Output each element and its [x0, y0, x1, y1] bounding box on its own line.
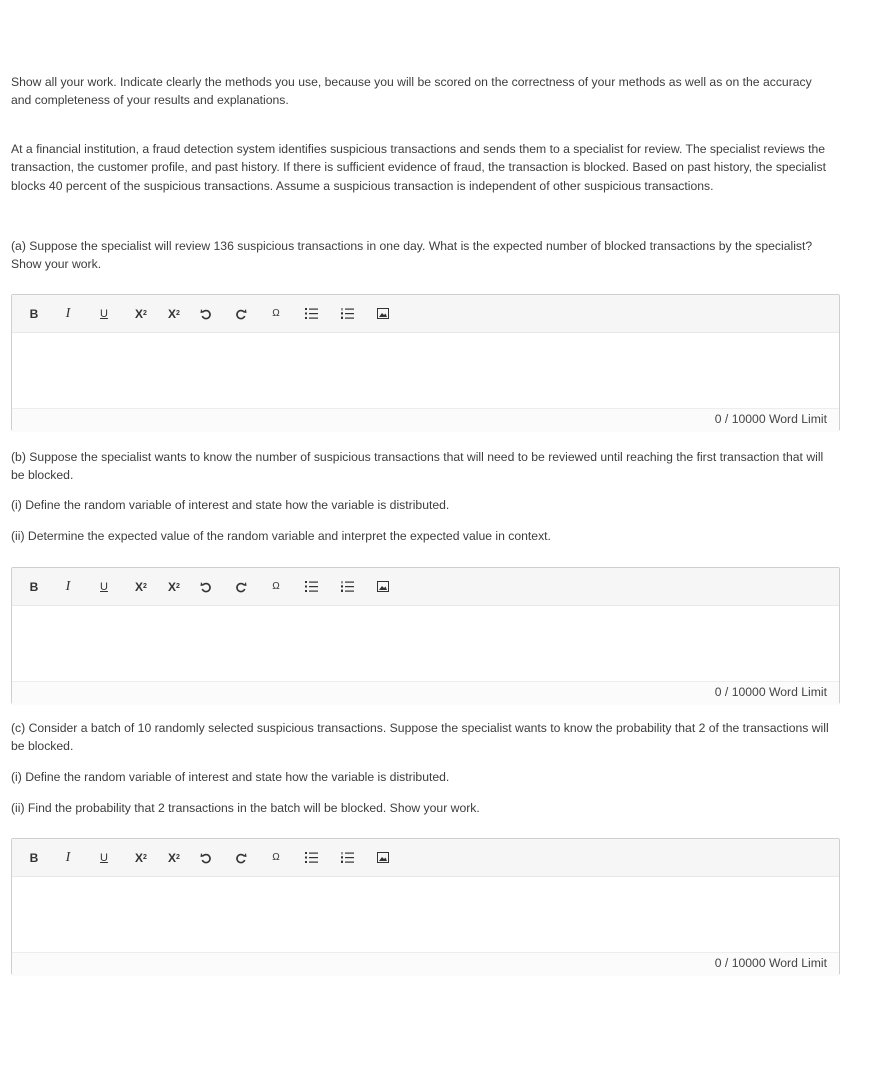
superscript-button[interactable]: X 2 — [135, 306, 147, 321]
answer-text-area[interactable] — [12, 333, 839, 408]
part-c-question: (c) Consider a batch of 10 randomly selected suspicious transactions. Suppose the specialist wants to know the probability that 2 of the transactions will be blocked. — [11, 721, 829, 754]
bold-button[interactable]: B — [29, 306, 39, 321]
redo-icon[interactable] — [231, 295, 251, 332]
insert-image-icon[interactable] — [373, 295, 393, 332]
underline-button[interactable]: U — [100, 580, 108, 593]
part-b-sub-i: (i) Define the random variable of interest and state how the variable is distributed. — [11, 498, 450, 512]
editor-footer — [12, 952, 839, 976]
numbered-list-icon[interactable] — [337, 568, 357, 605]
word-count: 0 / 10000 Word Limit — [714, 685, 827, 699]
part-a-question: (a) Suppose the specialist will review 136 suspicious transactions in one day. What is the expected number of blocked transactions by the specialist? Show your work. — [11, 239, 813, 272]
insert-image-icon[interactable] — [373, 839, 393, 876]
word-count: 0 / 10000 Word Limit — [714, 956, 827, 970]
italic-button[interactable]: I — [65, 578, 71, 594]
superscript-button[interactable]: X 2 — [135, 579, 147, 594]
italic-button[interactable]: I — [65, 305, 71, 321]
undo-icon[interactable] — [196, 839, 216, 876]
undo-icon[interactable] — [196, 568, 216, 605]
answer-text-area[interactable] — [12, 877, 839, 952]
underline-button[interactable]: U — [100, 851, 108, 864]
redo-icon[interactable] — [231, 568, 251, 605]
editor-toolbar — [12, 568, 839, 606]
bulleted-list-icon[interactable] — [301, 839, 321, 876]
answer-editor-c — [11, 838, 840, 975]
answer-editor-a — [11, 294, 840, 431]
special-character-icon[interactable]: Ω — [272, 308, 280, 319]
part-c-sub-ii: (ii) Find the probability that 2 transactions in the batch will be blocked. Show your work. — [11, 801, 480, 815]
italic-button[interactable]: I — [65, 849, 71, 865]
bulleted-list-icon[interactable] — [301, 295, 321, 332]
superscript-button[interactable]: X 2 — [135, 850, 147, 865]
answer-text-area[interactable] — [12, 606, 839, 681]
part-b-sub-ii: (ii) Determine the expected value of the random variable and interpret the expected value in context. — [11, 529, 551, 543]
bold-button[interactable]: B — [29, 579, 39, 594]
bold-button[interactable]: B — [29, 850, 39, 865]
bulleted-list-icon[interactable] — [301, 568, 321, 605]
part-b-question: (b) Suppose the specialist wants to know the number of suspicious transactions that will need to be reviewed until reaching the first transaction that will be blocked. — [11, 450, 824, 483]
special-character-icon[interactable]: Ω — [272, 581, 280, 592]
editor-footer — [12, 408, 839, 432]
part-c-sub-i: (i) Define the random variable of interest and state how the variable is distributed. — [11, 770, 450, 784]
subscript-button[interactable]: X 2 — [168, 850, 180, 865]
instructions-text: Show all your work. Indicate clearly the methods you use, because you will be scored on the correctness of your methods as well as on the accuracy and completeness of your results and explanations. — [11, 75, 812, 108]
redo-icon[interactable] — [231, 839, 251, 876]
special-character-icon[interactable]: Ω — [272, 852, 280, 863]
subscript-button[interactable]: X 2 — [168, 579, 180, 594]
undo-icon[interactable] — [196, 295, 216, 332]
editor-footer — [12, 681, 839, 705]
editor-toolbar — [12, 295, 839, 333]
numbered-list-icon[interactable] — [337, 839, 357, 876]
editor-toolbar — [12, 839, 839, 877]
word-count: 0 / 10000 Word Limit — [714, 412, 827, 426]
scenario-text: At a financial institution, a fraud detection system identifies suspicious transactions and sends them to a specialist for review. The specialist reviews the transaction, the customer profile, and past history. If there is sufficient evidence of fraud, the transaction is blocked. Based on past history, the specialist blocks 40 percent of the suspicious transactions. Assume a suspicious transaction is independent of other suspicious transactions. — [11, 142, 826, 193]
underline-button[interactable]: U — [100, 307, 108, 320]
answer-editor-b — [11, 567, 840, 704]
subscript-button[interactable]: X 2 — [168, 306, 180, 321]
numbered-list-icon[interactable] — [337, 295, 357, 332]
insert-image-icon[interactable] — [373, 568, 393, 605]
